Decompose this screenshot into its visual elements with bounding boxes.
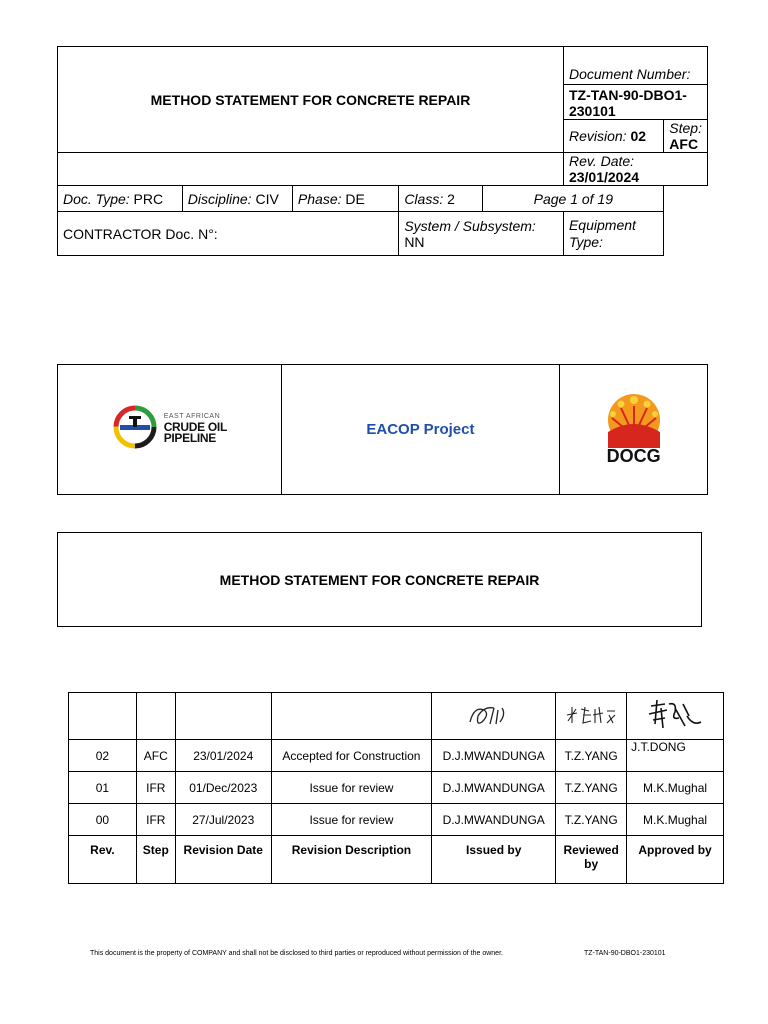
phase-cell xyxy=(292,186,398,212)
docg-name: DOCG xyxy=(606,446,661,466)
eacop-small-text: EAST AFRICAN xyxy=(163,412,221,420)
revision-value: 02 xyxy=(630,128,647,144)
reviewed-by-cell: T.Z.YANG xyxy=(556,740,627,772)
system-cell xyxy=(399,212,564,256)
sig-empty-cell xyxy=(175,693,271,740)
date-cell: 27/Jul/2023 xyxy=(175,804,271,836)
document-title: METHOD STATEMENT FOR CONCRETE REPAIR xyxy=(58,47,564,153)
step-cell: IFR xyxy=(136,772,175,804)
class-cell xyxy=(399,186,483,212)
approved-by-header: Approved by xyxy=(627,836,724,884)
issued-by-header: Issued by xyxy=(432,836,556,884)
logo-table xyxy=(57,364,708,495)
step-cell: AFC xyxy=(136,740,175,772)
description-cell: Issue for review xyxy=(271,804,432,836)
reviewer-signature xyxy=(563,703,619,727)
equipment-type-label: Equipment Type: xyxy=(563,212,663,256)
discipline-label: Discipline: xyxy=(187,190,252,207)
discipline-value: CIV xyxy=(255,190,279,207)
class-value: 2 xyxy=(447,190,455,207)
revision-header-row xyxy=(69,836,724,884)
eacop-logo-cell xyxy=(58,365,282,495)
docg-emblem-icon xyxy=(599,392,669,448)
step-label: Step: xyxy=(669,120,702,136)
issuer-signature-cell xyxy=(432,693,556,740)
sig-empty-cell xyxy=(271,693,432,740)
footer-doc-number: TZ-TAN-90-DBO1-230101 xyxy=(584,950,666,957)
project-name: EACOP Project xyxy=(281,365,559,495)
rev-header: Rev. xyxy=(69,836,137,884)
date-header: Revision Date xyxy=(175,836,271,884)
footer-disclaimer: This document is the property of COMPANY and shall not be disclosed to third parties or reproduced without permission of the owner. xyxy=(90,950,503,957)
rev-date-cell xyxy=(563,153,707,186)
step-cell: IFR xyxy=(136,804,175,836)
reviewer-signature-cell xyxy=(556,693,627,740)
issued-by-cell: D.J.MWANDUNGA xyxy=(432,804,556,836)
doc-number-value: TZ-TAN-90-DBO1-230101 xyxy=(563,85,707,120)
reviewed-by-header: Reviewed by xyxy=(556,836,627,884)
system-value: NN xyxy=(404,233,425,250)
table-row xyxy=(69,804,724,836)
class-label: Class: xyxy=(404,190,444,207)
rev-cell: 01 xyxy=(69,772,137,804)
eacop-line1: CRUDE OIL xyxy=(163,419,227,434)
date-cell: 23/01/2024 xyxy=(175,740,271,772)
step-value: AFC xyxy=(669,136,699,152)
doc-type-label: Doc. Type: xyxy=(63,190,130,207)
system-label: System / Subsystem: xyxy=(404,217,536,234)
issued-by-cell: D.J.MWANDUNGA xyxy=(432,740,556,772)
approved-by-cell: M.K.Mughal xyxy=(627,772,724,804)
page-info: Page 1 of 19 xyxy=(483,186,664,212)
phase-label: Phase: xyxy=(297,190,342,207)
doc-type-value: PRC xyxy=(133,190,164,207)
discipline-cell xyxy=(182,186,292,212)
eacop-line2: PIPELINE xyxy=(163,430,216,445)
approved-by-cell: M.K.Mughal xyxy=(627,804,724,836)
date-cell: 01/Dec/2023 xyxy=(175,772,271,804)
sig-empty-cell xyxy=(69,693,137,740)
table-row xyxy=(69,772,724,804)
step-header: Step xyxy=(136,836,175,884)
contractor-doc-label: CONTRACTOR Doc. N°: xyxy=(58,212,399,256)
signature-row xyxy=(69,693,724,740)
rev-cell: 02 xyxy=(69,740,137,772)
document-header-table xyxy=(57,46,708,256)
description-header: Revision Description xyxy=(271,836,432,884)
eacop-emblem-icon xyxy=(112,404,158,450)
description-cell: Issue for review xyxy=(271,772,432,804)
issued-by-cell: D.J.MWANDUNGA xyxy=(432,772,556,804)
phase-value: DE xyxy=(345,190,365,207)
revision-label: Revision: xyxy=(568,128,627,144)
revision-table xyxy=(68,692,724,884)
header-spacer xyxy=(58,153,564,186)
rev-date-label: Rev. Date: xyxy=(568,153,635,169)
approver-signature xyxy=(645,698,705,732)
approver-signature-cell xyxy=(627,693,724,740)
table-row xyxy=(69,740,724,772)
doc-type-cell xyxy=(58,186,183,212)
sig-empty-cell xyxy=(136,693,175,740)
description-cell: Accepted for Construction xyxy=(271,740,432,772)
rev-date-value: 23/01/2024 xyxy=(568,169,640,185)
reviewed-by-cell: T.Z.YANG xyxy=(556,772,627,804)
title-box: METHOD STATEMENT FOR CONCRETE REPAIR xyxy=(57,532,702,627)
docg-logo xyxy=(599,392,669,467)
eacop-logo xyxy=(112,404,227,450)
doc-number-label: Document Number: xyxy=(563,47,707,85)
rev-cell: 00 xyxy=(69,804,137,836)
step-cell xyxy=(664,120,708,153)
issuer-signature xyxy=(464,700,524,730)
docg-logo-cell xyxy=(560,365,708,495)
reviewed-by-cell: T.Z.YANG xyxy=(556,804,627,836)
revision-cell xyxy=(563,120,663,153)
approved-by-cell: J.T.DONG xyxy=(627,740,724,772)
